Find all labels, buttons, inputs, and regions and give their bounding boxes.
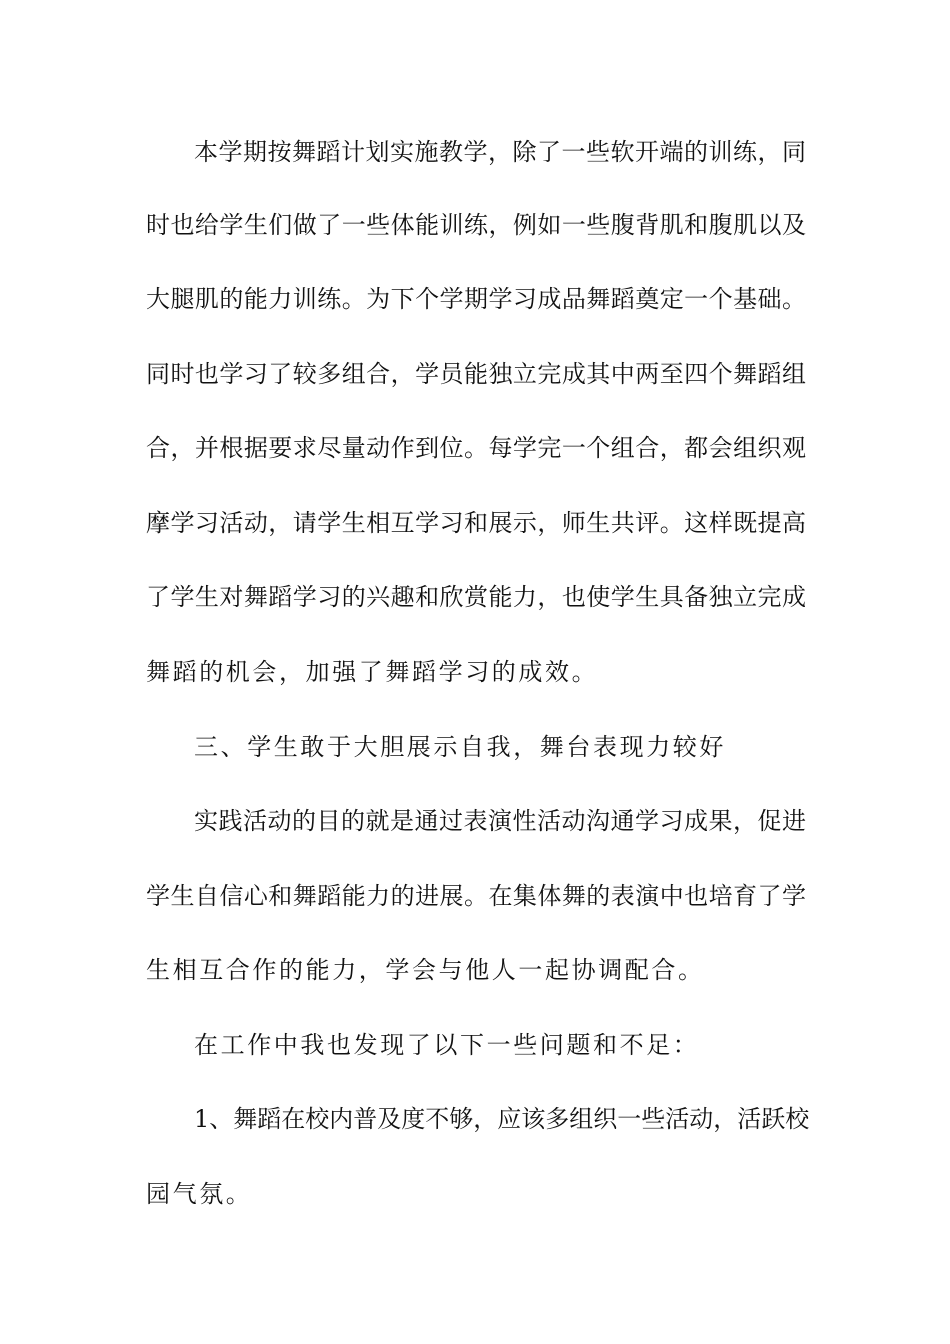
list-item-line: 园气氛。 bbox=[146, 1180, 253, 1208]
paragraph-line: 生相互合作的能力，学会与他人一起协调配合。 bbox=[146, 956, 705, 984]
paragraph-line: 实践活动的目的就是通过表演性活动沟通学习成果，促进 bbox=[194, 807, 806, 835]
paragraph-line: 学生自信心和舞蹈能力的进展。在集体舞的表演中也培育了学 bbox=[146, 882, 806, 910]
list-item-line: 1、舞蹈在校内普及度不够，应该多组织一些活动，活跃校 bbox=[194, 1105, 810, 1133]
paragraph-line: 同时也学习了较多组合，学员能独立完成其中两至四个舞蹈组 bbox=[146, 360, 806, 388]
paragraph-line: 合，并根据要求尽量动作到位。每学完一个组合，都会组织观 bbox=[146, 434, 806, 462]
paragraph-line: 舞蹈的机会，加强了舞蹈学习的成效。 bbox=[146, 658, 599, 686]
paragraph-line: 摩学习活动，请学生相互学习和展示，师生共评。这样既提高 bbox=[146, 509, 806, 537]
paragraph-line: 在工作中我也发现了以下一些问题和不足： bbox=[194, 1031, 700, 1059]
paragraph-line: 时也给学生们做了一些体能训练，例如一些腹背肌和腹肌以及 bbox=[146, 211, 806, 239]
paragraph-line: 大腿肌的能力训练。为下个学期学习成品舞蹈奠定一个基础。 bbox=[146, 285, 806, 313]
paragraph-line: 本学期按舞蹈计划实施教学，除了一些软开端的训练，同 bbox=[194, 138, 806, 166]
paragraph-line: 了学生对舞蹈学习的兴趣和欣赏能力，也使学生具备独立完成 bbox=[146, 583, 806, 611]
section-heading: 三、学生敢于大胆展示自我，舞台表现力较好 bbox=[194, 733, 726, 761]
